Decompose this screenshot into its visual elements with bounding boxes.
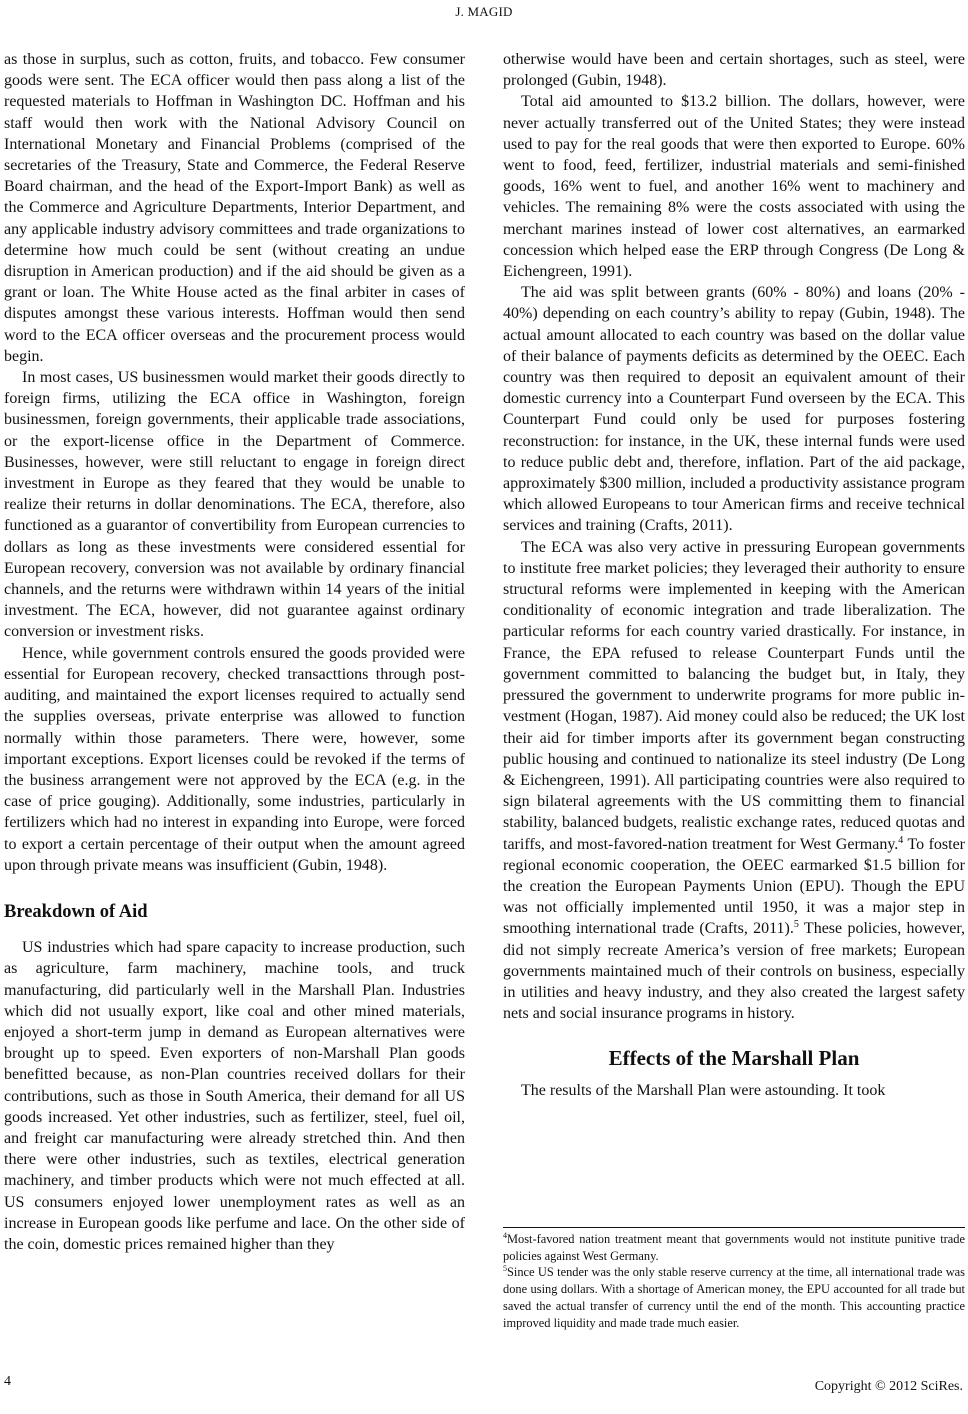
eca-text-part-1: The ECA was also very active in pressuring European governments to institute free market policies; they leveraged their authority to ensure structural reforms were implemented in keeping with the American conditionality of economic integration and trade liberalization. The particular reforms for each country varied drastically. For instance, in France, the EPA refused to release Counterpart Funds until the government committed to balancing the budget but, in Italy, they pressured the government to underwrite programs for more public investment (Hogan, 1987). Aid money could also be reduced; the UK lost their aid for timber imports after its government began constructing public housing and continued to nationalize its steel industry (De Long & Eichengreen, 1991). All participating countries were also required to sign bilateral agreements with the US committing them to financial stability, balanced budgets, realistic exchange rates, reduced quotas and tariffs, and most-favored-nation treatment for West Germany. bbox=[503, 538, 965, 853]
footnote-4 bbox=[503, 1231, 965, 1264]
footnotes bbox=[503, 1227, 965, 1331]
footnote-ref-4[interactable]: 4 bbox=[898, 834, 904, 846]
paragraph-us-industries: US industries which had spare capacity to increase production, such as agriculture, farm machinery, machine tools, and truck manufacturing, did particularly well in the Marshall Plan. Industries which did not usually export, like coal and other mined materials, enjoyed a short-term jump in demand as European alternatives were brought up to speed. Even exporters of non-Marshall Plan goods benefitted because, as non-Plan countries received dollars for their contributions, such as those in South America, their demand for all US goods increased. Yet other industries, such as fertilizer, steel, fuel oil, and freight car manufacturing were already stretched thin. And then there were other industries, such as textiles, electrical generation machinery, and timber products which were not much effected at all. US consumers enjoyed lower unemployment rates as well as an increase in European goods like perfume and lace. On the other side of the coin, domestic prices remained higher than they bbox=[4, 939, 465, 1253]
running-head: J. MAGID bbox=[455, 4, 513, 19]
paragraph-businessmen: In most cases, US businessmen would market their goods directly to foreign firms, utilizing the ECA office in Washington, foreign businessmen, foreign governments, their applicable trade associations, or the export-license office in the Department of Commerce. Businesses, however, were still reluctant to engage in foreign direct investment in Europe as they feared that they would be unable to realize their returns in dollar denominations. The ECA, therefore, also functioned as a guarantor of convertibility from European currencies to dollars as long as these investments were considered essential for European recovery, conversion was not available by ordinary financial channels, and the returns were withdrawn within 14 years of the initial investment. The ECA, however, did not guarantee against ordinary conversion or investment risks. bbox=[4, 369, 465, 641]
paragraph-eca-pressure bbox=[503, 537, 965, 1025]
section-heading-effects: Effects of the Marshall Plan bbox=[608, 1046, 860, 1071]
paragraph-grants-loans: The aid was split between grants (60% - 80%) and loans (20% - 40%) depending on each country’s ability to repay (Gubin, 1948). The actual amount allocated to each country was based on the dollar value of their balance of payments deficits as determined by the OEEC. Each country was then required to deposit an equivalent amount of their domestic currency into a Counterpart Fund overseen by the ECA. This Counterpart Fund could only be used for purposes fostering reconstruction: for instance, in the UK, these internal funds were used to reduce public debt and, therefore, inflation. Part of the aid package, approximately $300 million, included a productivity assistance program which allowed Europeans to tour American firms and receive technical services and training (Crafts, 2011). bbox=[503, 284, 965, 535]
paragraph-procurement: as those in surplus, such as cotton, fruits, and tobacco. Few consumer goods were sent. The ECA officer would then pass along a list of the requested materials to Hoffman in Washington DC. Hoffman and his staff would then work with the National Advisory Council on International Monetary and Financial Problems (comprised of the secretaries of the Treasury, State and Commerce, the Federal Reserve Board chairman, and the head of the Export-Import Bank) as well as the Commerce and Agriculture Departments, Interior Department, and any applicable industry advisory committees and trade organizations to determine how much could be sent (without creating an undue disruption in American production) and if the aid should be given as a grant or loan. The White House acted as the final arbiter in cases of disputes amongst these various interests. Hoffman would then send word to the ECA officer overseas and the procurement process would begin. bbox=[4, 51, 465, 365]
paragraph-results: The results of the Marshall Plan were astounding. It took bbox=[521, 1081, 886, 1099]
copyright-notice: Copyright © 2012 SciRes. bbox=[814, 1379, 963, 1394]
paragraph-continued: otherwise would have been and certain shortages, such as steel, were prolonged (Gubin, 1948). bbox=[503, 51, 965, 90]
footnote-marker-4: 4 bbox=[503, 1231, 507, 1240]
footnote-5-text: Since US tender was the only stable reserve currency at the time, all international trade was done using dollars. With a shortage of American money, the EPU accounted for all trade but saved the actual transfer of currency until the end of the month. This accounting practice improved liquidity and made trade much easier. bbox=[503, 1265, 965, 1330]
footnote-marker-5: 5 bbox=[503, 1264, 507, 1274]
section-heading-breakdown-of-aid: Breakdown of Aid bbox=[4, 901, 148, 922]
page-number: 4 bbox=[4, 1374, 11, 1389]
left-column bbox=[4, 49, 465, 1255]
footnote-ref-5[interactable]: 5 bbox=[793, 919, 799, 931]
paragraph-government-controls: Hence, while government controls ensured the goods provided were essential for European recovery, checked transacttions through post-auditing, and maintained the export licenses required to actually send the supplies overseas, private enterprise was allowed to function normally within those parameters. There were, however, some important exceptions. Export licenses could be revoked if the terms of the business arrangement were not approved by the ECA (e.g. in the case of price gouging). Additionally, some industries, particularly in fertilizers which had no interest in expanding into Europe, were forced to export a certain percentage of their output when the amount agreed upon through private means was insufficient (Gubin, 1948). bbox=[4, 644, 465, 874]
footnote-5 bbox=[503, 1264, 965, 1331]
paragraph-total-aid: Total aid amounted to $13.2 billion. The dollars, however, were never actually transferred out of the United States; they were instead used to pay for the real goods that were then exported to Europe. 60% went to food, feed, fertilizer, industrial materials and semi-finished goods, 16% went to fuel, and another 16% went to machinery and vehicles. The remaining 8% were the costs associated with using the merchant marines instead of lower cost alternatives, an earmarked concession which helped ease the ERP through Congress (De Long & Eichengreen, 1991). bbox=[503, 93, 965, 281]
eca-text-part-3: These policies, however, did not simply recreate America’s version of free markets; European governments maintained much of their controls on business, especially in utilities and heavy industry, and they also created the largest safety nets and social insurance programs in history. bbox=[503, 920, 966, 1023]
right-column bbox=[503, 49, 965, 1101]
footnote-4-text: Most-favored nation treatment meant that governments would not institute punitive trade policies against West Germany. bbox=[503, 1232, 965, 1263]
eca-text-part-2: To foster regional economic cooperation, the OEEC earmarked $1.5 billion for the creation the European Payments Union (EPU). Though the EPU was not officially implemented until 1950, it was a major step in smoothing international trade (Crafts, 2011). bbox=[503, 835, 965, 938]
